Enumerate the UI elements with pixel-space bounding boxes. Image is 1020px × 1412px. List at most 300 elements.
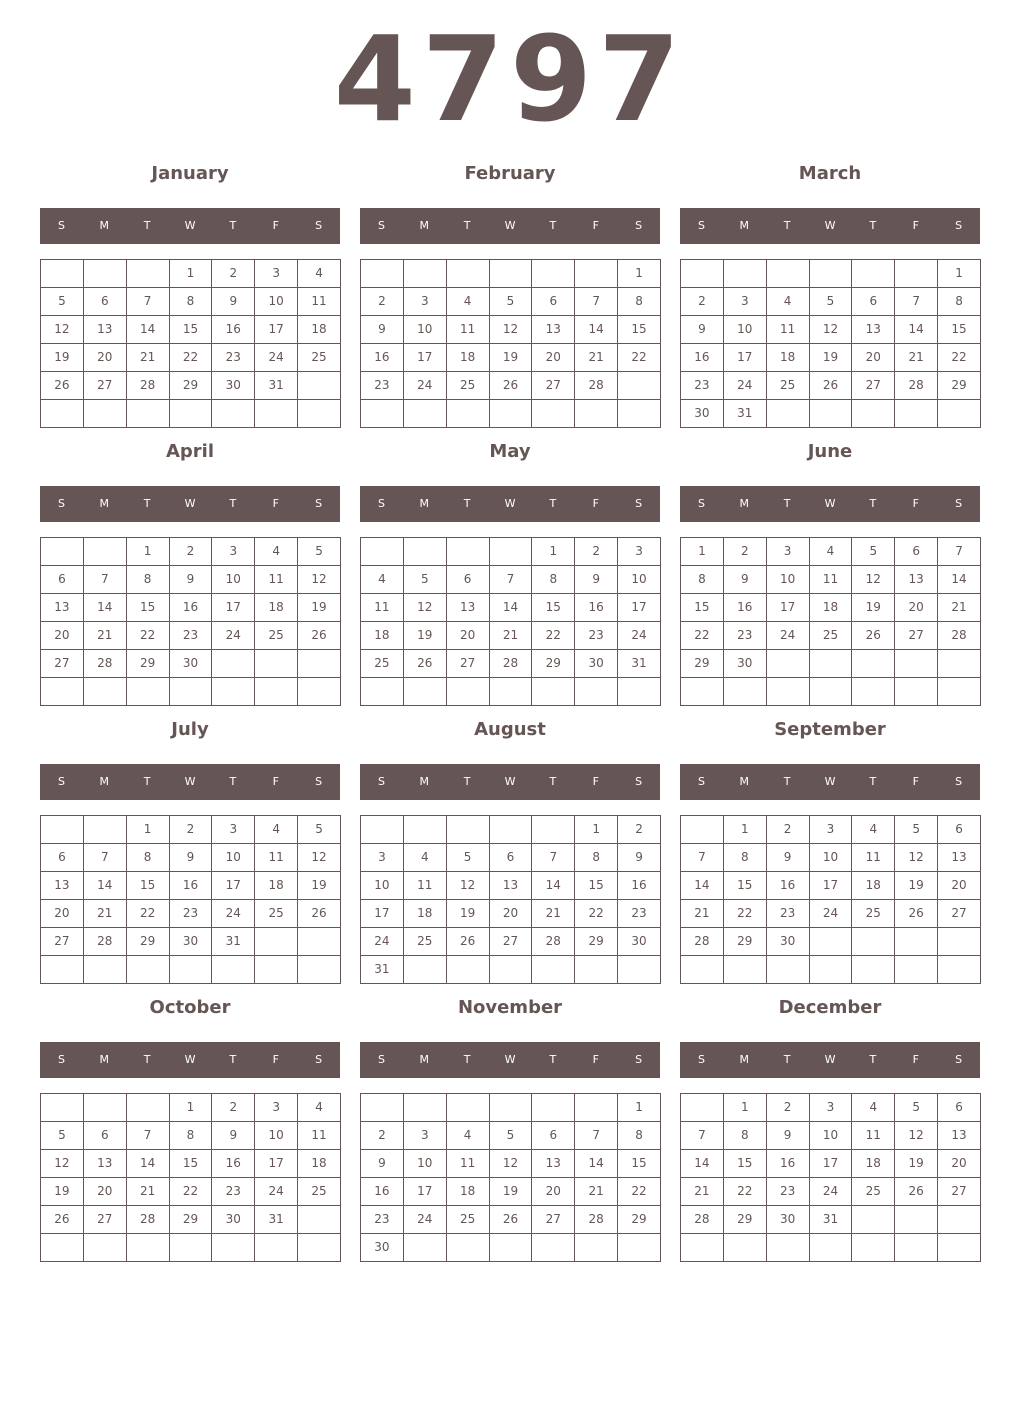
week-row — [361, 566, 661, 594]
week-row — [361, 260, 661, 288]
weekday-label: T — [783, 219, 791, 232]
day-cell: 14 — [532, 872, 575, 900]
weekday-label: W — [824, 497, 836, 510]
day-cell: 7 — [83, 566, 126, 594]
day-cell: 19 — [895, 1150, 938, 1178]
day-cell: 21 — [895, 344, 938, 372]
day-cell: 5 — [41, 1122, 84, 1150]
days-grid — [680, 537, 981, 706]
day-cell: 6 — [83, 1122, 126, 1150]
day-cell: 1 — [723, 1094, 766, 1122]
empty-day-cell — [938, 400, 981, 428]
day-cell: 26 — [298, 622, 341, 650]
weekday-label: M — [99, 775, 110, 788]
day-cell: 14 — [126, 316, 169, 344]
week-row — [681, 678, 981, 706]
empty-day-cell — [938, 678, 981, 706]
day-cell: 8 — [575, 844, 618, 872]
day-cell: 23 — [361, 372, 404, 400]
day-cell: 16 — [766, 872, 809, 900]
weekday-label: M — [99, 497, 110, 510]
weekday-label: M — [419, 497, 430, 510]
empty-day-cell — [809, 956, 852, 984]
empty-day-cell — [618, 372, 661, 400]
day-cell: 19 — [41, 1178, 84, 1206]
day-cell: 31 — [618, 650, 661, 678]
empty-day-cell — [255, 400, 298, 428]
day-cell: 1 — [126, 816, 169, 844]
empty-day-cell — [83, 1234, 126, 1262]
week-row — [681, 1122, 981, 1150]
weekday-header — [40, 1042, 340, 1078]
day-cell: 12 — [895, 1122, 938, 1150]
day-cell: 26 — [895, 900, 938, 928]
week-row — [361, 1094, 661, 1122]
day-cell: 4 — [852, 816, 895, 844]
day-cell: 24 — [212, 900, 255, 928]
day-cell: 27 — [489, 928, 532, 956]
day-cell: 30 — [169, 650, 212, 678]
day-cell: 13 — [83, 1150, 126, 1178]
weekday-label: W — [504, 219, 516, 232]
day-cell: 9 — [169, 566, 212, 594]
week-row — [681, 566, 981, 594]
day-cell: 4 — [446, 1122, 489, 1150]
day-cell: 28 — [575, 372, 618, 400]
day-cell: 7 — [895, 288, 938, 316]
day-cell: 31 — [361, 956, 404, 984]
weekday-label: W — [824, 219, 836, 232]
day-cell: 3 — [723, 288, 766, 316]
days-grid — [680, 1093, 981, 1262]
weekday-header — [680, 208, 980, 244]
month-name: July — [171, 719, 209, 740]
weekday-header — [360, 1042, 660, 1078]
empty-day-cell — [298, 956, 341, 984]
day-cell: 5 — [489, 288, 532, 316]
day-cell: 3 — [255, 1094, 298, 1122]
empty-day-cell — [212, 678, 255, 706]
day-cell: 18 — [852, 872, 895, 900]
day-cell: 29 — [938, 372, 981, 400]
week-row — [361, 1206, 661, 1234]
day-cell: 26 — [41, 1206, 84, 1234]
day-cell: 7 — [489, 566, 532, 594]
weekday-label: S — [377, 775, 385, 788]
day-cell: 2 — [618, 816, 661, 844]
day-cell: 9 — [361, 1150, 404, 1178]
empty-day-cell — [446, 400, 489, 428]
week-row — [361, 1234, 661, 1262]
weekday-header — [680, 486, 980, 522]
day-cell: 6 — [852, 288, 895, 316]
day-cell: 8 — [126, 844, 169, 872]
weekday-label: S — [955, 219, 963, 232]
weekday-label: S — [635, 775, 643, 788]
empty-day-cell — [298, 1234, 341, 1262]
empty-day-cell — [895, 650, 938, 678]
day-cell: 1 — [126, 538, 169, 566]
empty-day-cell — [298, 1206, 341, 1234]
day-cell: 20 — [83, 1178, 126, 1206]
day-cell: 26 — [895, 1178, 938, 1206]
day-cell: 4 — [255, 816, 298, 844]
day-cell: 23 — [169, 900, 212, 928]
weekday-label: W — [824, 1053, 836, 1066]
day-cell: 23 — [766, 1178, 809, 1206]
week-row — [361, 538, 661, 566]
empty-day-cell — [403, 400, 446, 428]
empty-day-cell — [532, 1094, 575, 1122]
day-cell: 21 — [126, 1178, 169, 1206]
day-cell: 31 — [809, 1206, 852, 1234]
empty-day-cell — [446, 538, 489, 566]
weekday-label: M — [739, 1053, 750, 1066]
day-cell: 6 — [895, 538, 938, 566]
day-cell: 2 — [361, 288, 404, 316]
weekday-label: M — [739, 219, 750, 232]
empty-day-cell — [489, 678, 532, 706]
empty-day-cell — [681, 1234, 724, 1262]
week-row — [361, 1150, 661, 1178]
weekday-label: F — [272, 775, 279, 788]
empty-day-cell — [532, 1234, 575, 1262]
week-row — [41, 538, 341, 566]
day-cell: 1 — [618, 1094, 661, 1122]
day-cell: 10 — [809, 1122, 852, 1150]
week-row — [681, 844, 981, 872]
empty-day-cell — [361, 400, 404, 428]
day-cell: 15 — [575, 872, 618, 900]
day-cell: 5 — [895, 1094, 938, 1122]
weekday-label: W — [184, 497, 196, 510]
week-row — [681, 400, 981, 428]
day-cell: 15 — [169, 1150, 212, 1178]
empty-day-cell — [255, 1234, 298, 1262]
day-cell: 11 — [255, 566, 298, 594]
day-cell: 22 — [681, 622, 724, 650]
weekday-label: M — [419, 1053, 430, 1066]
empty-day-cell — [212, 650, 255, 678]
weekday-label: S — [57, 1053, 65, 1066]
week-row — [361, 872, 661, 900]
weekday-label: S — [635, 219, 643, 232]
empty-day-cell — [895, 400, 938, 428]
day-cell: 24 — [255, 344, 298, 372]
day-cell: 12 — [489, 1150, 532, 1178]
weekday-label: W — [824, 775, 836, 788]
day-cell: 2 — [723, 538, 766, 566]
weekday-label: T — [229, 775, 237, 788]
day-cell: 12 — [852, 566, 895, 594]
day-cell: 15 — [723, 1150, 766, 1178]
empty-day-cell — [938, 1234, 981, 1262]
empty-day-cell — [83, 816, 126, 844]
empty-day-cell — [489, 956, 532, 984]
empty-day-cell — [212, 1234, 255, 1262]
days-grid — [360, 815, 661, 984]
empty-day-cell — [446, 1094, 489, 1122]
day-cell: 27 — [83, 1206, 126, 1234]
day-cell: 10 — [766, 566, 809, 594]
day-cell: 14 — [681, 1150, 724, 1178]
weekday-label: F — [592, 497, 599, 510]
day-cell: 11 — [852, 1122, 895, 1150]
day-cell: 1 — [169, 1094, 212, 1122]
day-cell: 1 — [575, 816, 618, 844]
empty-day-cell — [723, 260, 766, 288]
week-row — [361, 844, 661, 872]
day-cell: 16 — [618, 872, 661, 900]
empty-day-cell — [938, 1206, 981, 1234]
empty-day-cell — [361, 1094, 404, 1122]
day-cell: 8 — [618, 1122, 661, 1150]
day-cell: 25 — [852, 900, 895, 928]
day-cell: 9 — [618, 844, 661, 872]
day-cell: 14 — [83, 872, 126, 900]
day-cell: 8 — [681, 566, 724, 594]
empty-day-cell — [169, 400, 212, 428]
day-cell: 29 — [575, 928, 618, 956]
empty-day-cell — [212, 400, 255, 428]
empty-day-cell — [852, 400, 895, 428]
week-row — [41, 1150, 341, 1178]
day-cell: 11 — [446, 316, 489, 344]
day-cell: 9 — [575, 566, 618, 594]
day-cell: 31 — [255, 1206, 298, 1234]
week-row — [361, 400, 661, 428]
day-cell: 6 — [532, 288, 575, 316]
weekday-label: M — [419, 775, 430, 788]
day-cell: 13 — [83, 316, 126, 344]
day-cell: 25 — [852, 1178, 895, 1206]
day-cell: 28 — [681, 928, 724, 956]
day-cell: 28 — [126, 1206, 169, 1234]
weekday-label: T — [549, 497, 557, 510]
empty-day-cell — [938, 956, 981, 984]
month-name: November — [457, 997, 563, 1018]
day-cell: 30 — [212, 1206, 255, 1234]
empty-day-cell — [895, 1234, 938, 1262]
day-cell: 28 — [532, 928, 575, 956]
day-cell: 13 — [446, 594, 489, 622]
day-cell: 3 — [212, 538, 255, 566]
week-row — [681, 260, 981, 288]
day-cell: 26 — [403, 650, 446, 678]
weekday-label: T — [463, 775, 471, 788]
day-cell: 13 — [938, 1122, 981, 1150]
week-row — [41, 1234, 341, 1262]
day-cell: 22 — [938, 344, 981, 372]
day-cell: 24 — [212, 622, 255, 650]
week-row — [681, 594, 981, 622]
day-cell: 25 — [298, 344, 341, 372]
day-cell: 20 — [938, 872, 981, 900]
day-cell: 29 — [681, 650, 724, 678]
empty-day-cell — [681, 260, 724, 288]
day-cell: 7 — [126, 1122, 169, 1150]
weekday-label: W — [184, 775, 196, 788]
day-cell: 8 — [126, 566, 169, 594]
empty-day-cell — [766, 400, 809, 428]
empty-day-cell — [618, 678, 661, 706]
week-row — [41, 844, 341, 872]
day-cell: 10 — [255, 1122, 298, 1150]
weekday-label: M — [99, 1053, 110, 1066]
week-row — [41, 316, 341, 344]
empty-day-cell — [403, 956, 446, 984]
empty-day-cell — [126, 678, 169, 706]
day-cell: 23 — [723, 622, 766, 650]
day-cell: 4 — [361, 566, 404, 594]
day-cell: 20 — [446, 622, 489, 650]
day-cell: 21 — [83, 900, 126, 928]
weekday-label: F — [592, 219, 599, 232]
day-cell: 25 — [446, 372, 489, 400]
day-cell: 6 — [489, 844, 532, 872]
day-cell: 16 — [766, 1150, 809, 1178]
day-cell: 17 — [723, 344, 766, 372]
day-cell: 1 — [618, 260, 661, 288]
weekday-label: T — [143, 1053, 151, 1066]
day-cell: 28 — [895, 372, 938, 400]
days-grid — [680, 259, 981, 428]
week-row — [361, 1178, 661, 1206]
day-cell: 17 — [809, 1150, 852, 1178]
empty-day-cell — [532, 678, 575, 706]
day-cell: 10 — [361, 872, 404, 900]
empty-day-cell — [403, 678, 446, 706]
weekday-header — [360, 764, 660, 800]
day-cell: 11 — [809, 566, 852, 594]
day-cell: 24 — [618, 622, 661, 650]
weekday-header — [360, 208, 660, 244]
weekday-label: S — [315, 497, 323, 510]
day-cell: 14 — [681, 872, 724, 900]
day-cell: 17 — [255, 316, 298, 344]
day-cell: 7 — [532, 844, 575, 872]
day-cell: 29 — [169, 372, 212, 400]
day-cell: 5 — [446, 844, 489, 872]
empty-day-cell — [532, 400, 575, 428]
empty-day-cell — [255, 650, 298, 678]
day-cell: 25 — [766, 372, 809, 400]
week-row — [681, 344, 981, 372]
day-cell: 20 — [83, 344, 126, 372]
day-cell: 20 — [41, 622, 84, 650]
weekday-label: S — [697, 775, 705, 788]
day-cell: 23 — [361, 1206, 404, 1234]
day-cell: 9 — [361, 316, 404, 344]
empty-day-cell — [126, 400, 169, 428]
day-cell: 9 — [212, 1122, 255, 1150]
weekday-label: T — [549, 775, 557, 788]
week-row — [681, 1206, 981, 1234]
day-cell: 21 — [575, 344, 618, 372]
day-cell: 15 — [126, 594, 169, 622]
day-cell: 5 — [403, 566, 446, 594]
empty-day-cell — [575, 956, 618, 984]
empty-day-cell — [809, 400, 852, 428]
day-cell: 17 — [403, 1178, 446, 1206]
empty-day-cell — [489, 1234, 532, 1262]
empty-day-cell — [361, 538, 404, 566]
day-cell: 1 — [723, 816, 766, 844]
day-cell: 3 — [809, 816, 852, 844]
weekday-label: M — [419, 219, 430, 232]
day-cell: 14 — [938, 566, 981, 594]
day-cell: 8 — [723, 1122, 766, 1150]
weekday-label: T — [783, 1053, 791, 1066]
day-cell: 1 — [938, 260, 981, 288]
day-cell: 9 — [169, 844, 212, 872]
week-row — [41, 1122, 341, 1150]
empty-day-cell — [446, 816, 489, 844]
day-cell: 17 — [255, 1150, 298, 1178]
week-row — [681, 900, 981, 928]
weekday-label: T — [229, 219, 237, 232]
day-cell: 18 — [852, 1150, 895, 1178]
empty-day-cell — [532, 260, 575, 288]
empty-day-cell — [41, 678, 84, 706]
day-cell: 8 — [723, 844, 766, 872]
day-cell: 11 — [403, 872, 446, 900]
day-cell: 20 — [532, 1178, 575, 1206]
weekday-label: F — [592, 1053, 599, 1066]
day-cell: 20 — [41, 900, 84, 928]
empty-day-cell — [809, 928, 852, 956]
weekday-label: S — [955, 497, 963, 510]
day-cell: 13 — [938, 844, 981, 872]
day-cell: 6 — [41, 566, 84, 594]
day-cell: 17 — [361, 900, 404, 928]
empty-day-cell — [403, 260, 446, 288]
empty-day-cell — [766, 678, 809, 706]
day-cell: 22 — [126, 622, 169, 650]
day-cell: 2 — [169, 538, 212, 566]
day-cell: 30 — [575, 650, 618, 678]
week-row — [41, 1094, 341, 1122]
empty-day-cell — [255, 956, 298, 984]
week-row — [681, 316, 981, 344]
day-cell: 5 — [298, 816, 341, 844]
day-cell: 2 — [361, 1122, 404, 1150]
weekday-header — [680, 1042, 980, 1078]
day-cell: 19 — [298, 872, 341, 900]
day-cell: 6 — [41, 844, 84, 872]
empty-day-cell — [852, 928, 895, 956]
empty-day-cell — [126, 260, 169, 288]
week-row — [681, 622, 981, 650]
day-cell: 15 — [618, 1150, 661, 1178]
week-row — [41, 260, 341, 288]
week-row — [681, 1150, 981, 1178]
weekday-label: T — [549, 1053, 557, 1066]
day-cell: 25 — [255, 622, 298, 650]
weekday-label: T — [783, 497, 791, 510]
week-row — [681, 372, 981, 400]
empty-day-cell — [41, 400, 84, 428]
day-cell: 11 — [361, 594, 404, 622]
empty-day-cell — [852, 678, 895, 706]
day-cell: 15 — [681, 594, 724, 622]
day-cell: 16 — [361, 344, 404, 372]
empty-day-cell — [852, 956, 895, 984]
day-cell: 10 — [723, 316, 766, 344]
day-cell: 5 — [41, 288, 84, 316]
day-cell: 29 — [532, 650, 575, 678]
day-cell: 18 — [809, 594, 852, 622]
